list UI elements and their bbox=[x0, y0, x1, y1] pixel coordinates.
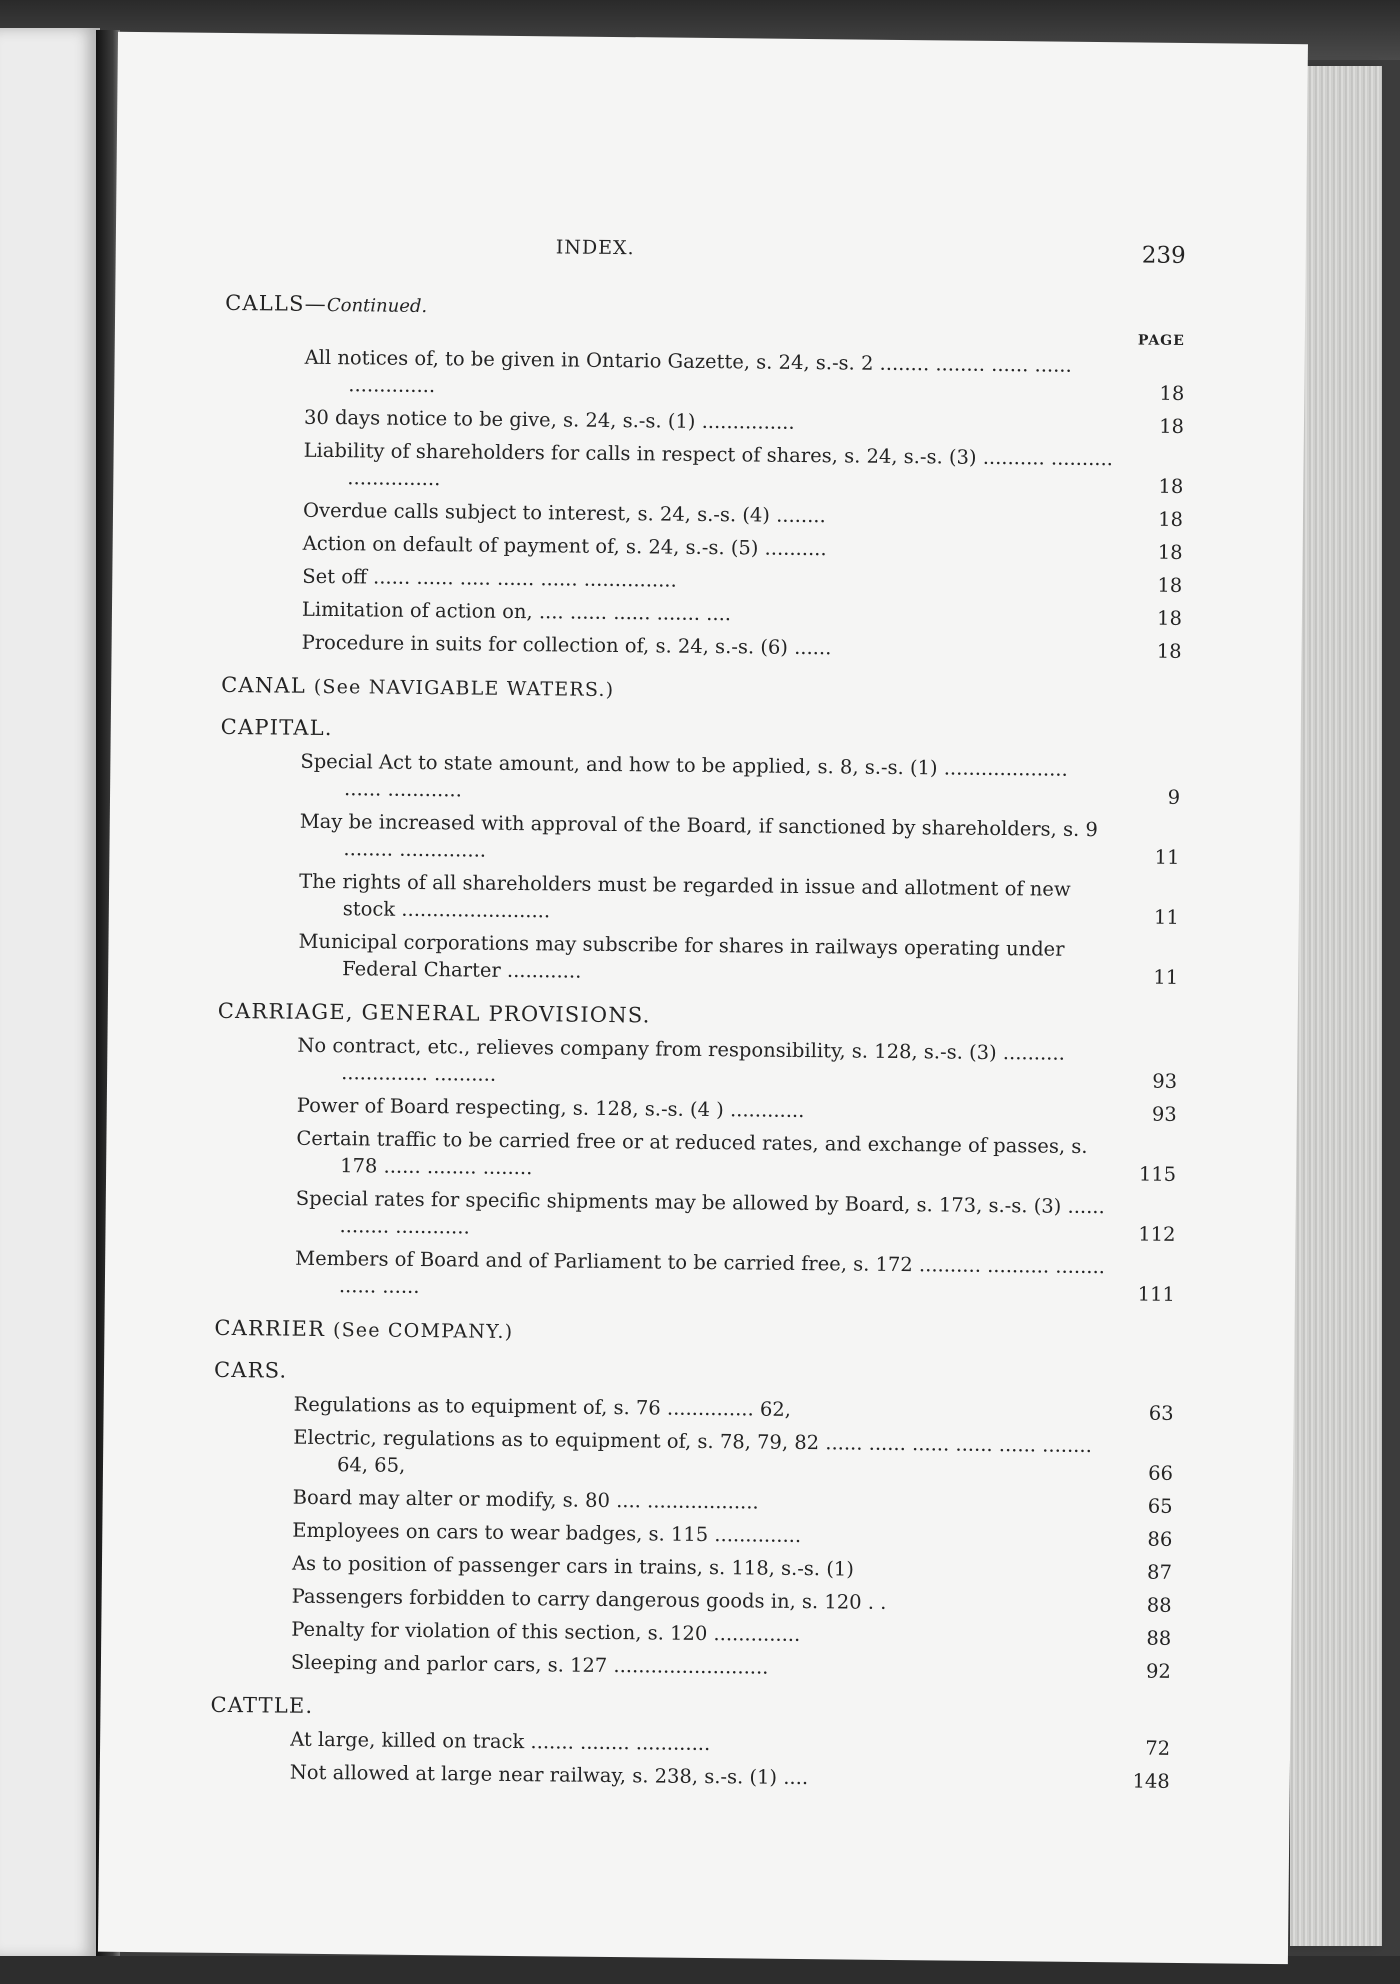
index-entry bbox=[302, 629, 1182, 665]
index-entry bbox=[292, 1550, 1172, 1586]
entry-page-number: 9 bbox=[1167, 785, 1181, 809]
entry-page-number: 88 bbox=[1146, 1626, 1172, 1650]
facing-page-edge bbox=[0, 28, 100, 1958]
entry-page-number: 11 bbox=[1154, 845, 1180, 869]
index-entry bbox=[290, 1726, 1170, 1762]
entry-page-number: 86 bbox=[1147, 1527, 1173, 1551]
index-heading bbox=[221, 715, 1181, 749]
index-entry bbox=[302, 563, 1182, 599]
entry-text: Penalty for violation of this section, s. 120 .............. bbox=[291, 1617, 801, 1647]
entry-text: May be increased with approval of the Board, if sanctioned by shareholders, s. 9 ........ .............. bbox=[299, 809, 1098, 862]
entry-text: Employees on cars to wear badges, s. 115 .............. bbox=[292, 1518, 802, 1548]
heading-text: CATTLE. bbox=[210, 1692, 314, 1718]
entry-text: Regulations as to equipment of, s. 76 .............. 62, bbox=[293, 1392, 792, 1421]
entry-page-number: 18 bbox=[1157, 540, 1183, 564]
heading-text: CALLS— bbox=[225, 290, 328, 316]
entry-page-number: 66 bbox=[1148, 1461, 1174, 1485]
entry-page-number: 65 bbox=[1147, 1494, 1173, 1518]
entry-text: Electric, regulations as to equipment of, s. 78, 79, 82 ...... ...... ...... ...... ...... ........ 64, 65, bbox=[293, 1425, 1092, 1477]
index-heading bbox=[225, 291, 1185, 325]
entry-text: Members of Board and of Parliament to be carried free, s. 172 .......... .......... ........ ...... ...... bbox=[295, 1246, 1106, 1298]
index-entry bbox=[292, 1517, 1172, 1553]
entry-text: Sleeping and parlor cars, s. 127 ......................... bbox=[290, 1650, 769, 1679]
entry-text: At large, killed on track ....... ........ ............ bbox=[290, 1727, 711, 1756]
entry-page-number: 18 bbox=[1159, 381, 1185, 405]
index-entry bbox=[303, 437, 1184, 500]
entry-text: As to position of passenger cars in trains, s. 118, s.-s. (1) bbox=[291, 1551, 855, 1581]
index-heading bbox=[214, 1358, 1174, 1392]
index-entry bbox=[303, 497, 1183, 533]
see-reference: (See COMPANY.) bbox=[332, 1319, 514, 1343]
entry-text: Overdue calls subject to interest, s. 24, s.-s. (4) ........ bbox=[302, 498, 826, 528]
heading-text: CARRIAGE, GENERAL PROVISIONS. bbox=[217, 998, 651, 1028]
entry-text: The rights of all shareholders must be regarded in issue and allotment of new stock ........................ bbox=[299, 869, 1071, 923]
index-entry bbox=[300, 748, 1181, 811]
running-head bbox=[226, 233, 1186, 283]
entry-page-number: 111 bbox=[1137, 1282, 1175, 1306]
index-entry bbox=[297, 1092, 1177, 1128]
heading-text: CARS. bbox=[213, 1357, 288, 1383]
index-entry bbox=[299, 808, 1180, 871]
entry-page-number: 11 bbox=[1153, 965, 1179, 989]
index-entry bbox=[295, 1185, 1176, 1248]
entry-text: Certain traffic to be carried free or at reduced rates, and exchange of passes, s. 178 ...... ........ ........ bbox=[296, 1126, 1088, 1180]
entry-text: No contract, etc., relieves company from responsibility, s. 128, s.-s. (3) .......... .............. .......... bbox=[297, 1033, 1065, 1086]
entry-text: All notices of, to be given in Ontario Gazette, s. 24, s.-s. 2 ........ ........ ...... ...... .............. bbox=[304, 345, 1072, 398]
index-entry bbox=[293, 1424, 1174, 1487]
index-heading bbox=[210, 1693, 1170, 1727]
entry-page-number: 72 bbox=[1145, 1736, 1171, 1760]
heading-text: CAPITAL. bbox=[220, 714, 333, 741]
entry-page-number: 87 bbox=[1147, 1560, 1173, 1584]
entry-page-number: 18 bbox=[1158, 507, 1184, 531]
entry-text: Limitation of action on, .... ...... ...... ....... .... bbox=[301, 597, 732, 626]
index-entry bbox=[294, 1391, 1174, 1427]
index-content bbox=[210, 233, 1186, 1801]
entry-page-number: 92 bbox=[1145, 1659, 1172, 1683]
entry-text: Municipal corporations may subscribe for shares in railways operating under Federal Charter ............ bbox=[298, 929, 1065, 983]
entry-page-number: 63 bbox=[1148, 1401, 1174, 1425]
entry-text: Not allowed at large near railway, s. 238, s.-s. (1) .... bbox=[289, 1760, 809, 1790]
page-title: INDEX. bbox=[555, 236, 635, 260]
entry-page-number: 18 bbox=[1159, 414, 1185, 438]
index-entry bbox=[299, 868, 1180, 931]
entry-text: Procedure in suits for collection of, s. 24, s.-s. (6) ...... bbox=[301, 630, 832, 660]
entry-text: Board may alter or modify, s. 80 .... .................. bbox=[292, 1485, 759, 1514]
index-entry bbox=[298, 928, 1179, 991]
index-entry bbox=[296, 1125, 1177, 1188]
entry-page-number: 18 bbox=[1156, 639, 1182, 663]
entry-page-number: 93 bbox=[1152, 1069, 1178, 1093]
entry-page-number: 112 bbox=[1138, 1222, 1176, 1246]
heading-text: CANAL bbox=[221, 672, 307, 698]
index-entry bbox=[304, 344, 1185, 407]
entry-text: Special rates for specific shipments may be allowed by Board, s. 173, s.-s. (3) ...... ........ ............ bbox=[295, 1186, 1105, 1239]
entry-text: Set off ...... ...... ..... ...... ...... ............... bbox=[302, 564, 677, 592]
page-column-label: PAGE bbox=[1137, 332, 1185, 349]
see-reference: (See NAVIGABLE WATERS.) bbox=[313, 675, 615, 702]
entry-text: Action on default of payment of, s. 24, s.-s. (5) .......... bbox=[302, 531, 827, 561]
entry-text: Liability of shareholders for calls in respect of shares, s. 24, s.-s. (3) .......... .......... ............... bbox=[303, 438, 1114, 491]
entry-page-number: 11 bbox=[1153, 905, 1179, 929]
index-entry bbox=[293, 1484, 1173, 1520]
entry-page-number: 93 bbox=[1151, 1102, 1177, 1126]
index-heading bbox=[214, 1316, 1174, 1350]
index-heading bbox=[221, 673, 1181, 707]
entry-text: Special Act to state amount, and how to be applied, s. 8, s.-s. (1) .................... ...... ............ bbox=[300, 749, 1068, 802]
index-entry bbox=[295, 1245, 1176, 1308]
index-sections bbox=[210, 291, 1186, 1795]
index-entry bbox=[302, 596, 1182, 632]
entry-page-number: 148 bbox=[1132, 1769, 1170, 1793]
book-page bbox=[98, 32, 1308, 1964]
index-entry bbox=[303, 530, 1183, 566]
entry-page-number: 88 bbox=[1146, 1593, 1172, 1617]
entry-text: 30 days notice to be give, s. 24, s.-s. (1) ............... bbox=[303, 405, 795, 434]
entry-page-number: 18 bbox=[1158, 474, 1184, 498]
index-entry bbox=[304, 404, 1184, 440]
page-number: 239 bbox=[1141, 242, 1186, 269]
heading-text: CARRIER bbox=[214, 1315, 326, 1342]
index-entry bbox=[291, 1649, 1171, 1685]
index-entry bbox=[290, 1759, 1170, 1795]
entry-page-number: 115 bbox=[1138, 1162, 1177, 1186]
index-entry bbox=[292, 1583, 1172, 1619]
entry-page-number: 18 bbox=[1157, 573, 1183, 597]
index-entry bbox=[297, 1032, 1178, 1095]
index-entry bbox=[291, 1616, 1171, 1652]
entry-page-number: 18 bbox=[1157, 606, 1183, 630]
entry-text: Passengers forbidden to carry dangerous goods in, s. 120 . . bbox=[291, 1584, 887, 1614]
heading-continued: Continued. bbox=[326, 294, 428, 318]
entry-text: Power of Board respecting, s. 128, s.-s. (4 ) ............ bbox=[296, 1093, 805, 1123]
index-heading bbox=[218, 999, 1178, 1033]
